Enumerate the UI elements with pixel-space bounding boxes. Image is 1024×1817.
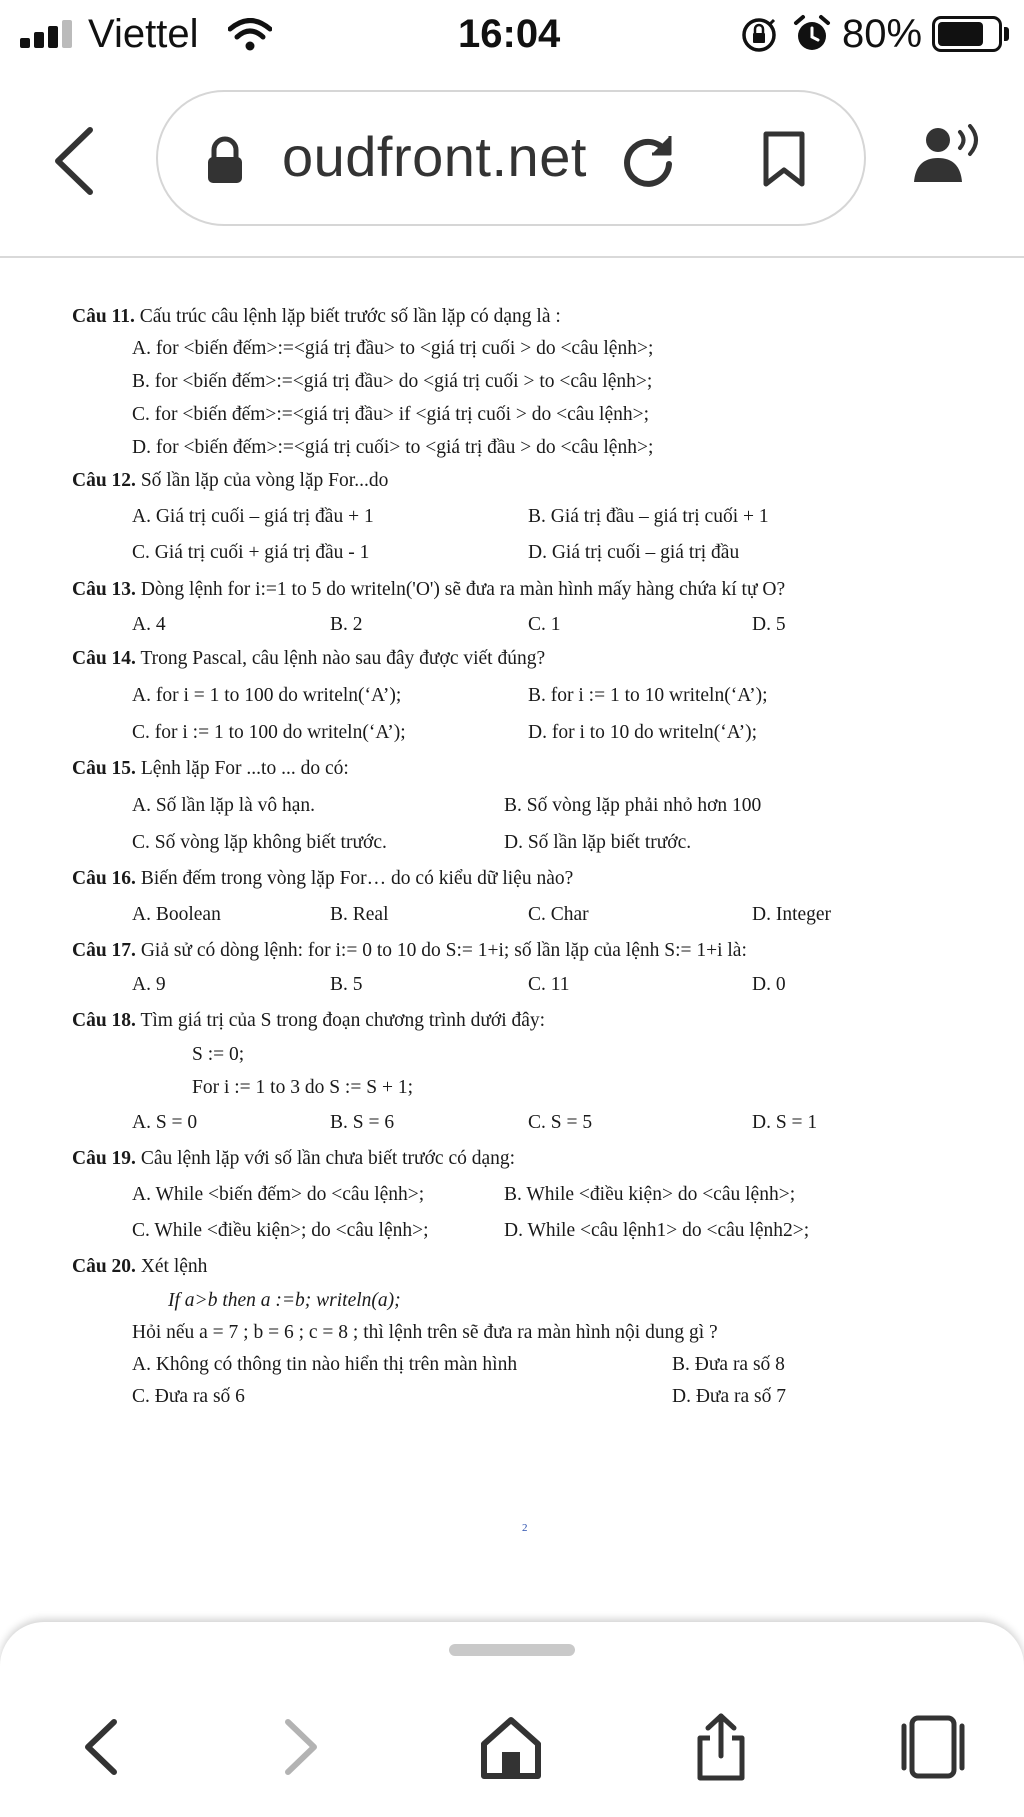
code-line: If a>b then a :=b; writeln(a); — [168, 1290, 401, 1311]
question-label: Câu 13. — [72, 579, 136, 600]
question-label: Câu 11. — [72, 306, 135, 327]
question-text: Giả sử có dòng lệnh: for i:= 0 to 10 do S:= 1+i; số lần lặp của lệnh S:= 1+i là: — [135, 940, 747, 961]
option: D. Giá trị cuối – giá trị đầu — [528, 542, 740, 563]
option: D. Đưa ra số 7 — [672, 1386, 787, 1407]
tabs-icon — [898, 1712, 968, 1782]
question-label: Câu 14. — [72, 648, 136, 669]
forward-icon — [264, 1712, 334, 1782]
question-13 — [72, 579, 785, 601]
question-17 — [72, 940, 747, 962]
address-bar[interactable] — [156, 90, 866, 226]
question-18 — [72, 1010, 545, 1032]
option: A. 4 — [132, 614, 166, 635]
option: D. Integer — [752, 904, 832, 925]
option: B. Giá trị đầu – giá trị cuối + 1 — [528, 506, 769, 527]
question-text: Số lần lặp của vòng lặp For...do — [135, 470, 389, 491]
bottom-toolbar — [0, 1622, 1024, 1817]
code-line: S := 0; — [192, 1044, 245, 1065]
question-text: Lệnh lặp For ...to ... do có: — [135, 758, 349, 779]
question-label: Câu 12. — [72, 470, 136, 491]
url-text[interactable]: oudfront.net — [282, 125, 587, 188]
option: C. for i := 1 to 100 do writeln(‘A’); — [132, 722, 406, 743]
option: D. for i to 10 do writeln(‘A’); — [528, 722, 758, 743]
question-text: Câu lệnh lặp với số lần chưa biết trước có dạng: — [135, 1148, 516, 1169]
option: A. 9 — [132, 974, 166, 995]
home-button[interactable] — [476, 1712, 546, 1782]
signal-icon — [20, 20, 80, 48]
option: D. Số lần lặp biết trước. — [504, 832, 692, 853]
alarm-icon — [792, 14, 832, 54]
question-label: Câu 19. — [72, 1148, 136, 1169]
lock-icon — [204, 136, 246, 184]
option: C. 11 — [528, 974, 570, 995]
option: C. S = 5 — [528, 1112, 593, 1133]
option: B. for i := 1 to 10 writeln(‘A’); — [528, 685, 768, 706]
option: C. While <điều kiện>; do <câu lệnh>; — [132, 1220, 429, 1241]
home-icon — [476, 1712, 546, 1782]
option: A. Giá trị cuối – giá trị đầu + 1 — [132, 506, 374, 527]
carrier-name: Viettel — [88, 12, 199, 56]
option: A. S = 0 — [132, 1112, 198, 1133]
share-icon — [686, 1712, 756, 1782]
drag-handle[interactable] — [449, 1644, 575, 1656]
option: D. for <biến đếm>:=<giá trị cuối> to <giá trị đầu > do <câu lệnh>; — [132, 437, 654, 458]
option: C. for <biến đếm>:=<giá trị đầu> if <giá trị cuối > do <câu lệnh>; — [132, 404, 650, 425]
option: B. Số vòng lặp phải nhỏ hơn 100 — [504, 795, 762, 816]
page-number: 2 — [522, 1522, 528, 1534]
question-text: Trong Pascal, câu lệnh nào sau đây được viết đúng? — [135, 648, 546, 669]
option: B. Đưa ra số 8 — [672, 1354, 785, 1375]
question-19 — [72, 1148, 515, 1170]
option: D. 5 — [752, 614, 786, 635]
option: D. S = 1 — [752, 1112, 818, 1133]
question-label: Câu 17. — [72, 940, 136, 961]
question-text: Biến đếm trong vòng lặp For… do có kiểu dữ liệu nào? — [135, 868, 574, 889]
question-16 — [72, 868, 573, 890]
question-text: Dòng lệnh for i:=1 to 5 do writeln('O') sẽ đưa ra màn hình mấy hàng chứa kí tự O? — [135, 579, 786, 600]
battery-level-fill — [938, 22, 983, 46]
option: B. S = 6 — [330, 1112, 395, 1133]
browser-nav-row — [0, 80, 1024, 230]
option: A. Số lần lặp là vô hạn. — [132, 795, 316, 816]
back-icon[interactable] — [52, 126, 96, 196]
option: B. Real — [330, 904, 389, 925]
question-12 — [72, 470, 388, 492]
question-text: Tìm giá trị của S trong đoạn chương trình dưới đây: — [135, 1010, 546, 1031]
toolbar-divider — [0, 256, 1024, 258]
option: B. for <biến đếm>:=<giá trị đầu> do <giá trị cuối > to <câu lệnh>; — [132, 371, 653, 392]
status-bar — [0, 0, 1024, 68]
wifi-icon — [228, 18, 272, 52]
code-line: For i := 1 to 3 do S := S + 1; — [192, 1077, 413, 1098]
question-text: Xét lệnh — [135, 1256, 208, 1277]
battery-icon — [932, 16, 1002, 52]
option: A. While <biến đếm> do <câu lệnh>; — [132, 1184, 425, 1205]
bookmark-icon[interactable] — [762, 130, 806, 188]
question-14 — [72, 648, 545, 670]
question-prompt: Hỏi nếu a = 7 ; b = 6 ; c = 8 ; thì lệnh trên sẽ đưa ra màn hình nội dung gì ? — [132, 1322, 718, 1343]
option: B. 5 — [330, 974, 363, 995]
battery-tip — [1004, 27, 1009, 41]
question-15 — [72, 758, 349, 780]
nav-back-button[interactable] — [68, 1712, 138, 1782]
option: B. 2 — [330, 614, 363, 635]
option: A. for <biến đếm>:=<giá trị đầu> to <giá trị cuối > do <câu lệnh>; — [132, 338, 654, 359]
nav-forward-button[interactable] — [264, 1712, 334, 1782]
option: A. Boolean — [132, 904, 221, 925]
question-label: Câu 16. — [72, 868, 136, 889]
battery-percentage: 80% — [842, 12, 923, 56]
question-label: Câu 18. — [72, 1010, 136, 1031]
question-label: Câu 20. — [72, 1256, 136, 1277]
question-20 — [72, 1256, 207, 1278]
tabs-button[interactable] — [898, 1712, 968, 1782]
option: B. While <điều kiện> do <câu lệnh>; — [504, 1184, 796, 1205]
option: C. Đưa ra số 6 — [132, 1386, 245, 1407]
option: D. While <câu lệnh1> do <câu lệnh2>; — [504, 1220, 810, 1241]
option: A. for i = 1 to 100 do writeln(‘A’); — [132, 685, 402, 706]
option: C. Giá trị cuối + giá trị đầu - 1 — [132, 542, 370, 563]
question-label: Câu 15. — [72, 758, 136, 779]
clock: 16:04 — [458, 12, 561, 56]
option: D. 0 — [752, 974, 786, 995]
back-icon — [68, 1712, 138, 1782]
question-11 — [72, 306, 561, 328]
option: C. Char — [528, 904, 589, 925]
rotation-lock-icon — [740, 16, 778, 54]
option: C. Số vòng lặp không biết trước. — [132, 832, 387, 853]
question-text: Cấu trúc câu lệnh lặp biết trước số lần lặp có dạng là : — [134, 306, 561, 327]
share-button[interactable] — [686, 1712, 756, 1782]
reload-icon[interactable] — [618, 130, 678, 190]
option: C. 1 — [528, 614, 561, 635]
read-aloud-icon[interactable] — [910, 124, 984, 186]
option: A. Không có thông tin nào hiển thị trên màn hình — [132, 1354, 518, 1375]
